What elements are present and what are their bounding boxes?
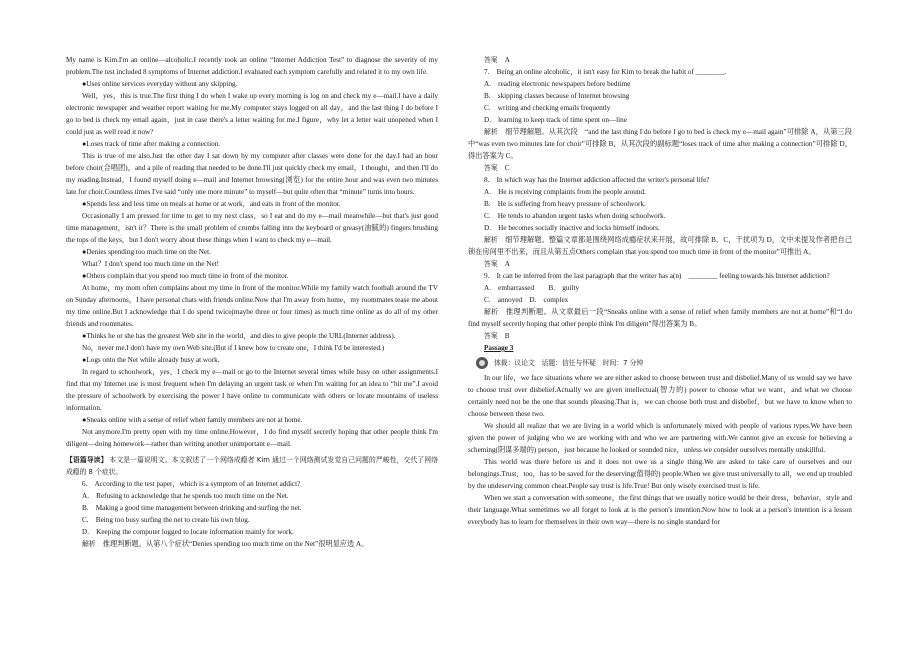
answer-value: A bbox=[504, 260, 510, 268]
options-row bbox=[468, 294, 852, 306]
paragraph: We should all realize that we are living in a world which is unfortunately mixed with people of various types.We have been given the power of judging who we are working with and who we are partnering with.We cannot give an excuse for believing a scheming(阴谋多端的) person，just because he looked or sounded nice，unless we consider ourselves mentally unskillful. bbox=[468, 422, 852, 454]
analysis-text: 细节理解题。整篇文章都是围绕网络成瘾症状来开展，故可排除 B、C，干扰项为 D，文中未提及作者把自己锁在房间里不出来，而且从第五点Others complain that you spend too much time in front of the monitor”可推出 A。 bbox=[468, 236, 852, 256]
paragraph: Well，yes，this is true.The first thing I do when I wake up every morning is log on and check my e—mail.I have a daily electronic newspaper and weather report waiting for me.My computer stays logged on all day，and the last thing I do before I go to bed is check my email again，just in case there's a letter waiting for me.I figure，why let a letter wait unopened when I could just as well read it now? bbox=[66, 92, 438, 136]
analysis-text: 推理判断题。从文章最后一段“Sneaks online with a sense of relief when family members are not at home”和“I do find myself secretly hoping that other people think I'm diligent”得出答案为 B。 bbox=[468, 308, 852, 328]
option: B. Making a good time management between drinking and surfing the net. bbox=[82, 504, 302, 512]
passage-info bbox=[476, 357, 852, 369]
symptom-bullet: ●Loses track of time after making a connection. bbox=[82, 140, 221, 148]
analysis bbox=[468, 234, 852, 258]
question-8: 8. In which way has the Internet addiction affected the writer's personal life? bbox=[484, 176, 710, 184]
paragraph: Occasionally I am pressed for time to get to my next class，so I eat and do my e—mail meanwhile—but that's just good time management，isn't it？There is the small problem of crumbs falling into the keyboard or greasy(油腻的) fingers brushing the tops of the keys，but I don't worry about these things when I want to check my e—mail. bbox=[66, 212, 438, 244]
question-6: 6. According to the test paper，which is a symptom of an Internet addict? bbox=[82, 480, 301, 488]
option: A. reading electronic newspapers before bedtime bbox=[484, 80, 631, 88]
paragraph: When we start a conversation with someone，the first things that we usually notice would be their dress，behavior，style and their language.What sometimes we all forget to look at is the person's intention.Now how to look at a person's intention is a lesson everybody has to learn for themselves in their own way—there is no single standard for bbox=[468, 494, 852, 526]
option: B. He is suffering from heavy pressure of schoolwork. bbox=[484, 200, 646, 208]
reading-guide-text: 本文是一篇说明文。本文叙述了一个网络成瘾者 Kim 通过一个网络测试发觉自己问题的严峻性，交代了网络成瘾的 8 个症状。 bbox=[66, 456, 439, 476]
answer-value: B bbox=[504, 332, 510, 340]
answer-value: C bbox=[504, 164, 510, 172]
symptom-bullet: ●Others complain that you spend too much time in front of the monitor. bbox=[82, 272, 289, 280]
analysis-label: 解析 bbox=[82, 540, 96, 548]
reading-guide bbox=[66, 454, 438, 478]
paragraph: In our life，we face situations where we are either asked to choose between trust and disbelief.Many of us would say we have to choose trust over disbelief.Actually we are given intellectual(智力的) power to choose what we want，and what we choose certainly need not be the one that sounds pleasing.That is，we can choose both trust and disbelief，but we have to know when to choose between these two. bbox=[468, 374, 852, 418]
analysis-text: 推理判断题。从第八个症状“Denies spending too much time on the Net”很明显应选 A。 bbox=[102, 540, 369, 548]
answer-8 bbox=[468, 258, 852, 270]
option: A. He is receiving complaints from the people around. bbox=[484, 188, 646, 196]
paragraph: My name is Kim.I'm an online—alcoholic.I recently took an online “Internet Addiction Test” to diagnose the severity of my problem.The test included 8 symptoms of Internet addiction.I evaluated each symptom carefully and related it to my own life. bbox=[66, 56, 438, 76]
option: D. complex bbox=[529, 296, 569, 304]
paragraph: No，never me.I don't have my own Web site.(But if I knew how to create one，I think I'd be interested.) bbox=[82, 344, 385, 352]
analysis-text: 细节理解题。从其次段 “and the last thing I do before I go to bed is check my e—mail again”可排除 A，从第三段中“was even two minutes late for choir”可排除 B，从其次段的副标题“loses track of time after making a connection”可排除 D，得出答案为 C。 bbox=[468, 128, 852, 160]
option: C. He tends to abandon urgent tasks when doing schoolwork. bbox=[484, 212, 666, 220]
left-column bbox=[66, 54, 438, 550]
symptom-bullet: ●Sneaks online with a sense of relief when family members are not at home. bbox=[82, 416, 303, 424]
answer-9 bbox=[468, 330, 852, 342]
paragraph: What？I don't spend too much time on the Net! bbox=[82, 260, 220, 268]
symptom-bullet: ●Spends less and less time on meals at home or at work，and eats in front of the monitor. bbox=[82, 200, 341, 208]
analysis-label: 解析 bbox=[484, 128, 498, 136]
option: D. He becomes socially inactive and locks himself indoors. bbox=[484, 224, 660, 232]
analysis bbox=[66, 538, 438, 550]
paragraph: This world was there before us and it does not owe us a single thing.We are asked to take care of ourselves and our belongings.Trust，too，has to be saved for the deserving(值得的) people.When we give trust universally to all，we end up troubled by the undeserving common cheat.People say trust is life.True! But only wisely exercised trust is life. bbox=[468, 458, 852, 490]
paragraph: This is true of me also.Just the other day I sat down by my computer after classes were done for the day.I had an hour before choir(合唱团)，and a pile of reading that needed to be done.I'll just quickly check my email，I thought，and then I'll do my reading.Instead，I found myself doing e—mail and Internet browsing(浏览) for the entire hour and was even two minutes late for choir.Countless times I've said “only one more minute” to myself—but quite often that “minute” turns into hours. bbox=[66, 152, 438, 196]
paragraph: Not anymore.I'm pretty open with my time online.However，I do find myself secretly hoping that other people think I'm diligent—doing homework—rather than writing another unimportant e—mail. bbox=[66, 428, 438, 448]
answer-label: 答案 bbox=[484, 332, 498, 340]
option: A. Refusing to acknowledge that he spends too much time on the Net. bbox=[82, 492, 289, 500]
clock-icon bbox=[476, 357, 488, 369]
reading-guide-tag: 【语篇导读】 bbox=[66, 456, 108, 464]
paragraph: At home，my mom often complains about my time in front of the monitor.While my family watch football around the TV on Sunday afternoons，I have personal chats with friends online.Now that I'm away from home，my roommates tease me about my time online.But I acknowledge that I do spend twice(maybe three or four times) as much time online as do all of my other friends and roommates. bbox=[66, 284, 438, 328]
analysis bbox=[468, 306, 852, 330]
options-row bbox=[468, 282, 852, 294]
analysis-label: 解析 bbox=[484, 236, 498, 244]
symptom-bullet: ●Denies spending too much time on the Net. bbox=[82, 248, 211, 256]
symptom-bullet: ●Logs onto the Net while already busy at work. bbox=[82, 356, 220, 364]
symptom-bullet: ●Thinks he or she has the greatest Web site in the world，and dies to give people the URL(Internet address). bbox=[82, 332, 396, 340]
option: B. skipping classes because of Internet browsing bbox=[484, 92, 630, 100]
symptom-bullet: ●Uses online services everyday without any skipping. bbox=[82, 80, 238, 88]
passage-title: Passage 3 bbox=[484, 344, 514, 352]
option: C. writing and checking emails frequently bbox=[484, 104, 611, 112]
question-7: 7. Being an online alcoholic，it isn't easy for Kim to break the habit of ________. bbox=[484, 68, 727, 76]
question-9: 9. It can be inferred from the last paragraph that the writer has a(n) ________ feeling towards his Internet addiction? bbox=[484, 272, 830, 280]
paragraph: In regard to schoolwork，yes，I check my e—mail or go to the Internet several times while busy on other assignments.I find that my Internet use is most frequent when I'm delaying an urgent task or when I'm waiting for an idea to “hit me”.I avoid the pressure of schoolwork by exercising the power I have online to communicate with others or locate mountains of useless information. bbox=[66, 368, 438, 412]
option: B. guilty bbox=[548, 284, 580, 292]
answer-label: 答案 bbox=[484, 56, 498, 64]
answer-6 bbox=[468, 54, 852, 66]
option: D. Keeping the computer logged to locate information mainly for work. bbox=[82, 528, 294, 536]
answer-label: 答案 bbox=[484, 164, 498, 172]
option: C. annoyed bbox=[484, 296, 523, 304]
answer-label: 答案 bbox=[484, 260, 498, 268]
answer-value: A bbox=[504, 56, 510, 64]
option: A. embarrassed bbox=[484, 284, 535, 292]
option: D. learning to keep track of time spent on—line bbox=[484, 116, 627, 124]
analysis bbox=[468, 126, 852, 162]
option: C. Being too busy surfing the net to create his own blog. bbox=[82, 516, 250, 524]
passage-info-text: 体裁：议论文 话题：信任与怀疑 时间：7 分钟 bbox=[494, 359, 644, 367]
analysis-label: 解析 bbox=[484, 308, 499, 316]
answer-7 bbox=[468, 162, 852, 174]
right-column bbox=[468, 54, 852, 528]
